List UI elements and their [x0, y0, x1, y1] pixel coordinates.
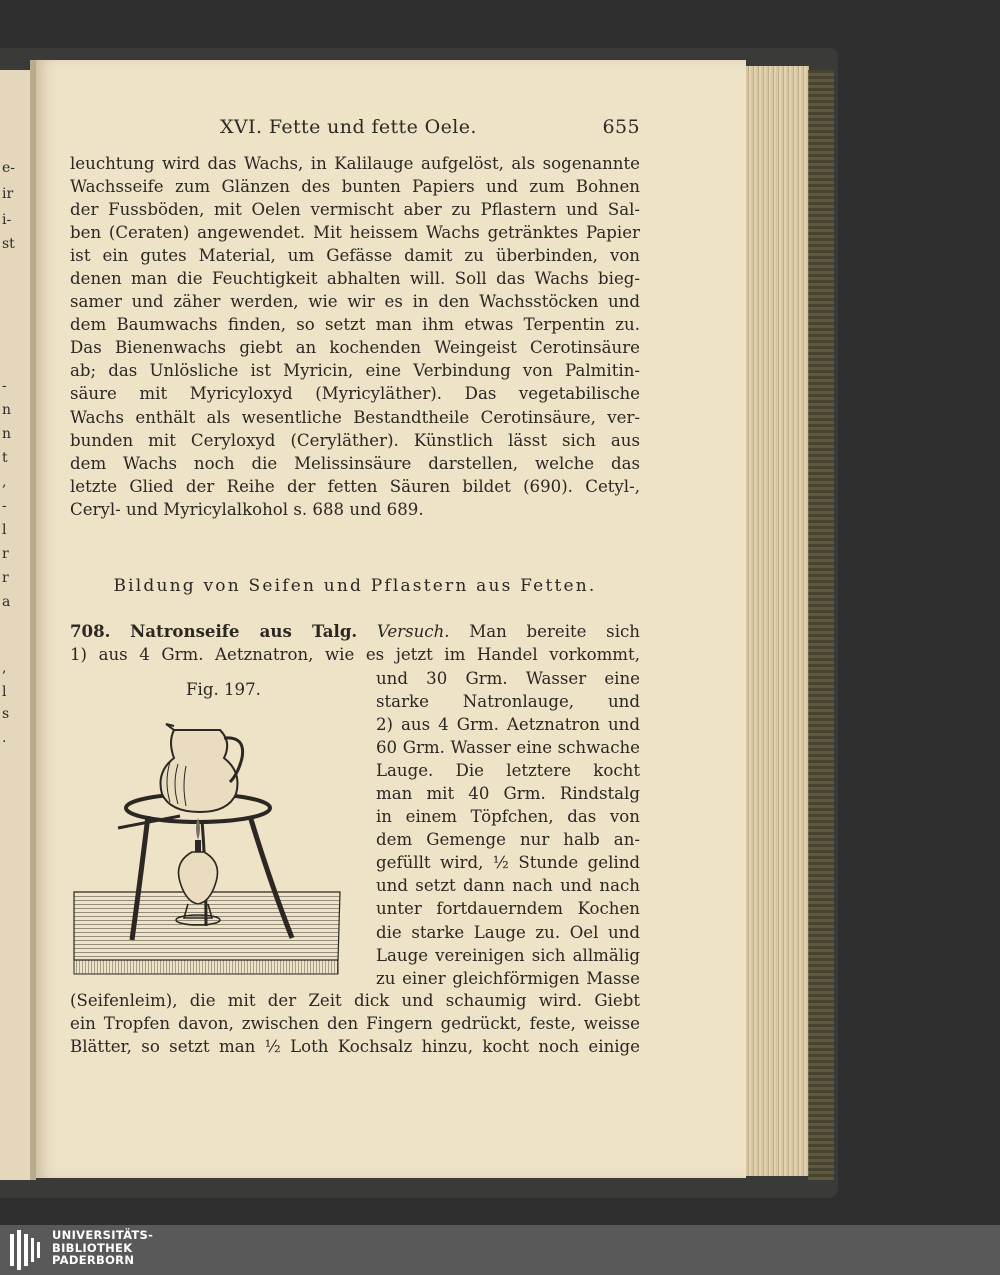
left-page-fragment: l — [2, 522, 7, 538]
versuch-label: Versuch. — [376, 622, 450, 641]
library-name — [52, 1229, 153, 1267]
paragraph-708-line-1 — [70, 620, 640, 643]
wrapcol-line: unter fortdauerndem Kochen — [376, 899, 640, 919]
left-page-fragment: r — [2, 546, 9, 562]
wrapcol-line: dem Gemenge nur halb an- — [376, 830, 640, 850]
left-page-fragment: r — [2, 570, 9, 586]
p1-line: leuchtung wird das Wachs, in Kalilauge aufgelöst, als sogenannte — [70, 154, 640, 173]
paragraph-wax — [70, 152, 640, 521]
left-page-fragment: t — [2, 450, 8, 466]
p1-line: ist ein gutes Material, um Gefässe damit zu überbinden, von — [70, 246, 640, 266]
left-page-fragment: st — [2, 236, 15, 252]
wrapcol-line: 60 Grm. Wasser eine schwache — [376, 738, 640, 758]
wrapcol-line: gefüllt wird, ½ Stunde gelind — [376, 853, 640, 873]
p1-line: letzte Glied der Reihe der fetten Säuren bildet (690). Cetyl-, — [70, 476, 640, 496]
wrapcol-line: 2) aus 4 Grm. Aetznatron und — [376, 715, 640, 735]
wrapcol-line: man mit 40 Grm. Rindstalg — [376, 784, 640, 804]
left-page-fragment: . — [2, 730, 7, 746]
paragraph-708 — [70, 620, 640, 666]
left-page-edge — [0, 70, 32, 1180]
section-heading: Bildung von Seifen und Pflastern aus Fetten. — [113, 576, 597, 596]
wrapped-column — [376, 667, 640, 990]
p1-line: Wachsseife zum Glänzen des bunten Papiers und zum Bohnen — [70, 177, 640, 197]
figure-illustration — [70, 712, 344, 980]
library-logo — [8, 1228, 46, 1272]
left-page-fragment: s — [2, 706, 10, 722]
paragraph-708-line-2: 1) aus 4 Grm. Aetznatron, wie es jetzt im Handel vorkommt, — [70, 645, 640, 665]
left-page-fragment: ir — [2, 186, 14, 202]
wrapcol-line: zu einer gleichförmigen Masse — [376, 968, 640, 988]
p1-line: Wachs enthält als wesentliche Bestandtheile Cerotinsäure, ver- — [70, 407, 640, 427]
left-page-fragment: n — [2, 426, 12, 442]
library-footer — [0, 1225, 1000, 1275]
wrapcol-line: und 30 Grm. Wasser eine — [376, 669, 640, 688]
p1-line: ab; das Unlösliche ist Myricin, eine Verbindung von Palmitin- — [70, 361, 640, 381]
p1-line: samer und zäher werden, wie wir es in den Wachsstöcken und — [70, 292, 640, 312]
book-spine — [808, 70, 834, 1180]
wrapcol-line: starke Natronlauge, und — [376, 692, 640, 712]
p1-line: bunden mit Ceryloxyd (Ceryläther). Künstlich lässt sich aus — [70, 430, 640, 450]
tail-line: (Seifenleim), die mit der Zeit dick und schaumig wird. Giebt — [70, 991, 640, 1010]
left-page-fragment: - — [2, 498, 7, 514]
page-edges — [740, 66, 809, 1176]
section-title: Natronseife aus Talg. — [130, 621, 358, 641]
p1-line: Das Bienenwachs giebt an kochenden Weingeist Cerotinsäure — [70, 338, 640, 358]
left-page-fragment: , — [2, 474, 7, 490]
figure-label: Fig. 197. — [186, 680, 261, 699]
left-page-fragment: , — [2, 660, 7, 676]
p1-line: ben (Ceraten) angewendet. Mit heissem Wachs getränktes Papier — [70, 223, 640, 243]
library-name-line: UNIVERSITÄTS- — [52, 1228, 154, 1242]
left-page-fragment: l — [2, 684, 7, 700]
tail-line: Blätter, so setzt man ½ Loth Kochsalz hinzu, kocht noch einige — [70, 1037, 640, 1057]
left-page-fragment: i- — [2, 212, 12, 228]
paragraph-708-tail — [70, 989, 640, 1058]
tail-line: ein Tropfen davon, zwischen den Fingern gedrückt, feste, weisse — [70, 1014, 640, 1034]
p1-line: dem Wachs noch die Melissinsäure darstellen, welche das — [70, 453, 640, 473]
page-number: 655 — [602, 116, 640, 138]
p1-line: säure mit Myricyloxyd (Myricyläther). Das vegetabilische — [70, 384, 640, 404]
left-page-fragment: n — [2, 402, 12, 418]
p1-line: denen man die Feuchtigkeit abhalten will. Soll das Wachs bieg- — [70, 269, 640, 289]
line-text: Man bereite sich — [469, 622, 640, 641]
section-number: 708. — [70, 621, 111, 641]
library-name-line: BIBLIOTHEK — [52, 1240, 133, 1255]
p1-line: der Fussböden, mit Oelen vermischt aber zu Pflastern und Sal- — [70, 200, 640, 220]
running-header — [70, 116, 640, 144]
wrapcol-line: Lauge. Die letztere kocht — [376, 761, 640, 781]
wrapcol-line: und setzt dann nach und nach — [376, 876, 640, 896]
p1-line: Ceryl- und Myricylalkohol s. 688 und 689. — [70, 499, 424, 519]
library-name-line: PADERBORN — [52, 1253, 135, 1267]
wrapcol-line: Lauge vereinigen sich allmälig — [376, 945, 640, 965]
left-page-fragment: a — [2, 594, 11, 610]
left-page-fragment: e- — [2, 160, 16, 176]
chapter-title: XVI. Fette und fette Oele. — [220, 116, 477, 138]
left-page-fragment: - — [2, 378, 7, 394]
p1-line: dem Baumwachs finden, so setzt man ihm etwas Terpentin zu. — [70, 315, 640, 335]
wrapcol-line: in einem Töpfchen, das von — [376, 807, 640, 827]
wrapcol-line: die starke Lauge zu. Oel und — [376, 922, 640, 942]
